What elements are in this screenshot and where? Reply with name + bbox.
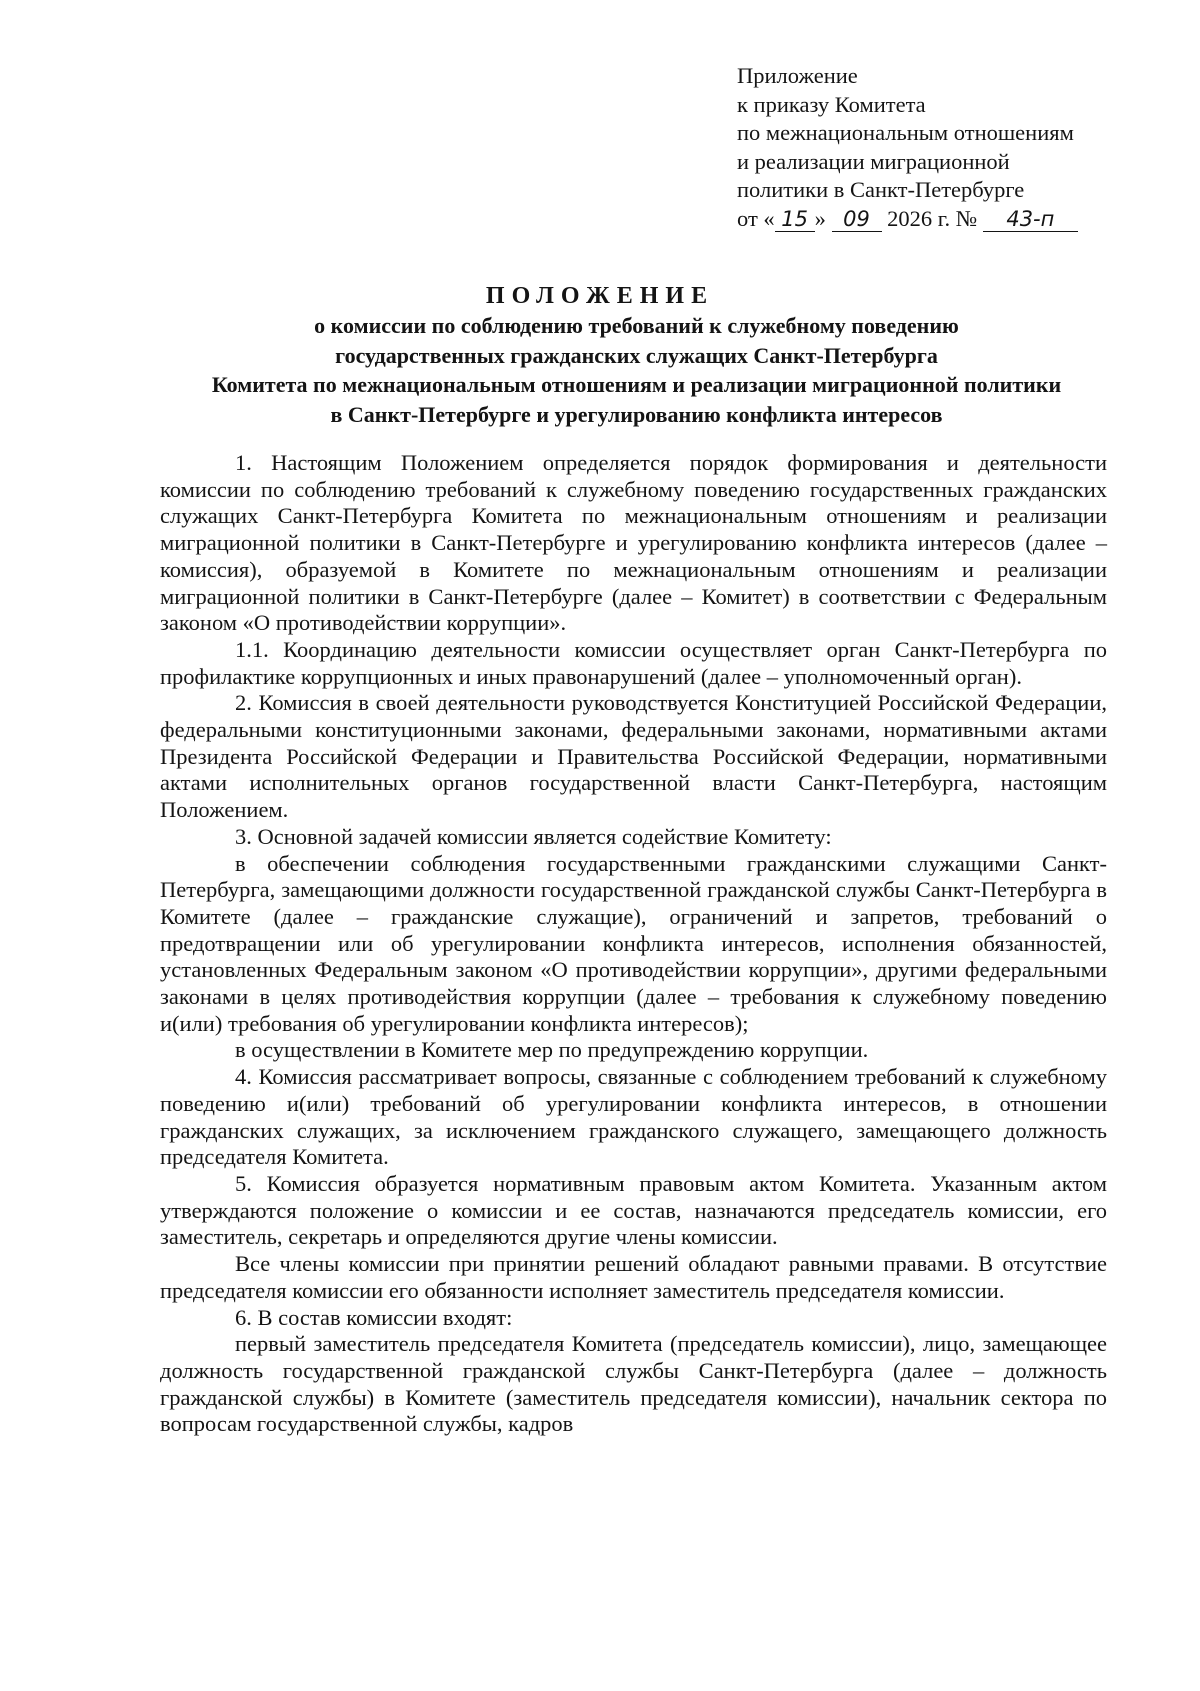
header-line: политики в Санкт-Петербурге [737, 177, 1025, 203]
paragraph: первый заместитель председателя Комитета (председатель комиссии), лицо, замещающее должность государственной гражданской службы Санкт-Петербурга (далее – должность гражданской службы) в Комитете (заместитель председателя комиссии), начальник сектора по вопросам государственной службы, кадров [160, 1331, 1107, 1437]
paragraph: 1.1. Координацию деятельности комиссии осуществляет орган Санкт-Петербурга по профилактике коррупционных и иных правонарушений (далее – уполномоченный орган). [160, 636, 1107, 689]
date-year: 2026 г. № [887, 205, 978, 231]
paragraph: в обеспечении соблюдения государственными гражданскими служащими Санкт-Петербурга, замещающими должности государственной гражданской службы Санкт-Петербурга в Комитете (далее – гражданские служащие), ограничений и запретов, требований о предотвращении или об урегулировании конфликта интересов, исполнения обязанностей, установленных Федеральным законом «О противодействии коррупции», другими федеральными законами в целях противодействия коррупции (далее – требования к служебному поведению и(или) требования об урегулировании конфликта интересов); [160, 850, 1107, 1036]
header-line: к приказу Комитета [737, 91, 926, 117]
paragraph: 4. Комиссия рассматривает вопросы, связанные с соблюдением требований к служебному поведению и(или) требований об урегулировании конфликта интересов, в отношении гражданских служащих, за исключением гражданского служащего, замещающего должность председателя Комитета. [160, 1064, 1107, 1170]
subtitle-line: о комиссии по соблюдению требований к служебному поведению [314, 313, 959, 338]
header-line: Приложение [737, 63, 858, 88]
document-subtitle [155, 311, 1118, 429]
paragraph: Все члены комиссии при принятии решений обладают равными правами. В отсутствие председателя комиссии его обязанности исполняет заместитель председателя комиссии. [160, 1251, 1107, 1303]
handwritten-day: 15 [775, 205, 815, 234]
date-mid: » [814, 205, 826, 231]
paragraph: 1. Настоящим Положением определяется порядок формирования и деятельности комиссии по соблюдению требований к служебному поведению государственных гражданских служащих Санкт-Петербурга Комитета по межнациональным отношениям и реализации миграционной политики в Санкт-Петербурге и урегулированию конфликта интересов (далее – комиссия), образуемой в Комитете по межнациональным отношениям и реализации миграционной политики в Санкт-Петербурге (далее – Комитет) в соответствии с Федеральным законом «О противодействии коррупции». [160, 450, 1107, 636]
header-line: по межнациональным отношениям [737, 120, 1074, 146]
order-date-line [737, 205, 1167, 234]
handwritten-order-number: 43-п [983, 205, 1078, 234]
document-title: ПОЛОЖЕНИЕ [485, 283, 715, 309]
handwritten-month: 09 [832, 205, 882, 234]
paragraph: 6. В состав комиссии входят: [235, 1304, 513, 1330]
paragraph: 2. Комиссия в своей деятельности руководствуется Конституцией Российской Федерации, федеральными конституционными законами, федеральными законами, нормативными актами Президента Российской Федерации и Правительства Российской Федерации, нормативными актами исполнительных органов государственной власти Санкт-Петербурга, настоящим Положением. [160, 690, 1107, 823]
paragraph: 3. Основной задачей комиссии является содействие Комитету: [235, 823, 832, 849]
subtitle-line: государственных гражданских служащих Санкт-Петербурга [335, 342, 938, 368]
subtitle-line: в Санкт-Петербурге и урегулированию конфликта интересов [330, 401, 943, 427]
date-prefix: от « [737, 205, 775, 231]
paragraph: 5. Комиссия образуется нормативным правовым актом Комитета. Указанным актом утверждаются положение о комиссии и ее состав, назначаются председатель комиссии, его заместитель, секретарь и определяются другие члены комиссии. [160, 1170, 1107, 1250]
document-body [160, 450, 1107, 1438]
paragraph: в осуществлении в Комитете мер по предупреждению коррупции. [235, 1037, 869, 1063]
appendix-header [737, 62, 1167, 234]
subtitle-line: Комитета по межнациональным отношениям и реализации миграционной политики [211, 372, 1062, 397]
header-line: и реализации миграционной [737, 148, 1010, 174]
